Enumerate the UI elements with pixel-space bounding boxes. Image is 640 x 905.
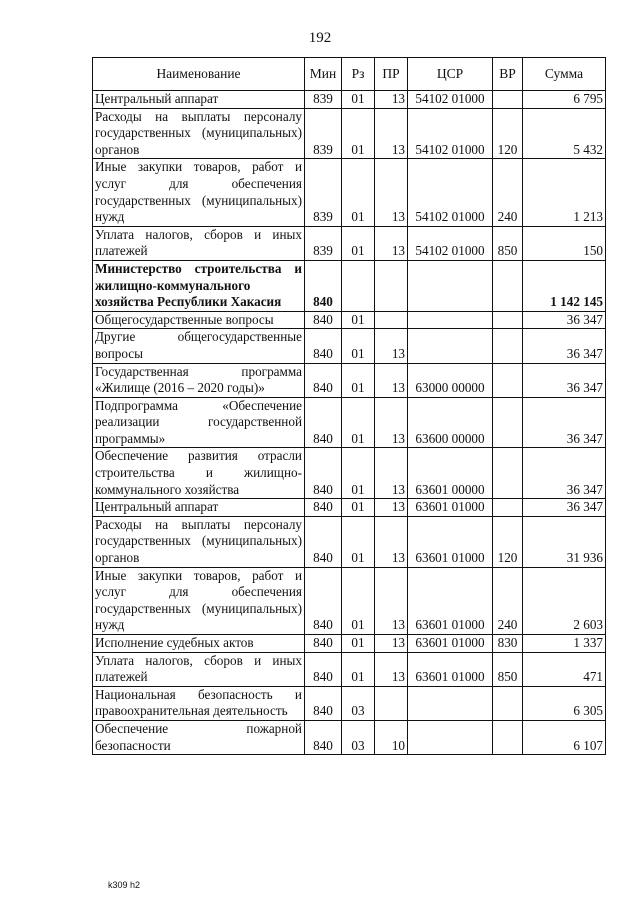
cell-sum: 1 337 — [523, 635, 606, 653]
cell-rz: 01 — [342, 635, 375, 653]
cell-min: 839 — [305, 159, 342, 226]
cell-csr — [408, 686, 493, 720]
cell-sum: 36 347 — [523, 499, 606, 517]
cell-rz: 01 — [342, 91, 375, 109]
cell-sum: 6 107 — [523, 720, 606, 754]
cell-pr: 13 — [375, 499, 408, 517]
cell-csr — [408, 260, 493, 311]
cell-rz: 01 — [342, 159, 375, 226]
footer-code: k309 h2 — [108, 880, 141, 890]
cell-csr: 63601 01000 — [408, 567, 493, 634]
table-row — [93, 720, 606, 754]
table-row — [93, 686, 606, 720]
table-row — [93, 516, 606, 567]
cell-vr: 240 — [493, 159, 523, 226]
cell-csr — [408, 311, 493, 329]
cell-sum: 2 603 — [523, 567, 606, 634]
cell-min: 839 — [305, 226, 342, 260]
cell-sum: 36 347 — [523, 397, 606, 448]
table-row — [93, 652, 606, 686]
cell-pr: 13 — [375, 652, 408, 686]
cell-rz: 03 — [342, 720, 375, 754]
cell-vr — [493, 329, 523, 363]
cell-csr: 63601 01000 — [408, 499, 493, 517]
cell-sum: 36 347 — [523, 311, 606, 329]
cell-sum: 36 347 — [523, 329, 606, 363]
table-row — [93, 260, 606, 311]
cell-sum: 1 142 145 — [523, 260, 606, 311]
budget-table — [92, 57, 606, 755]
cell-rz: 01 — [342, 567, 375, 634]
cell-sum: 471 — [523, 652, 606, 686]
cell-min: 840 — [305, 448, 342, 499]
header-vr: ВР — [493, 58, 523, 91]
cell-rz: 01 — [342, 311, 375, 329]
cell-csr: 63601 01000 — [408, 652, 493, 686]
cell-min: 840 — [305, 329, 342, 363]
cell-min: 840 — [305, 516, 342, 567]
cell-name: Обеспечение развития отрасли строительства и жилищно-коммунального хозяйства — [93, 448, 305, 499]
cell-sum: 36 347 — [523, 448, 606, 499]
cell-min: 839 — [305, 108, 342, 159]
cell-min: 839 — [305, 91, 342, 109]
cell-pr: 13 — [375, 397, 408, 448]
page-number: 192 — [308, 30, 332, 46]
cell-vr — [493, 91, 523, 109]
cell-vr — [493, 363, 523, 397]
cell-sum: 1 213 — [523, 159, 606, 226]
cell-vr — [493, 397, 523, 448]
cell-name: Центральный аппарат — [93, 499, 305, 517]
cell-csr: 63600 00000 — [408, 397, 493, 448]
cell-pr: 13 — [375, 567, 408, 634]
table-row — [93, 91, 606, 109]
cell-pr — [375, 260, 408, 311]
cell-min: 840 — [305, 686, 342, 720]
table-row — [93, 108, 606, 159]
cell-rz: 01 — [342, 499, 375, 517]
cell-pr: 13 — [375, 108, 408, 159]
cell-min: 840 — [305, 311, 342, 329]
cell-pr: 13 — [375, 516, 408, 567]
cell-pr — [375, 311, 408, 329]
cell-csr: 54102 01000 — [408, 159, 493, 226]
cell-csr — [408, 720, 493, 754]
cell-name: Общегосударственные вопросы — [93, 311, 305, 329]
header-min: Мин — [305, 58, 342, 91]
table-row — [93, 311, 606, 329]
cell-min: 840 — [305, 499, 342, 517]
table-header-row — [93, 58, 606, 91]
cell-pr: 13 — [375, 159, 408, 226]
cell-rz: 01 — [342, 397, 375, 448]
table-row — [93, 567, 606, 634]
header-pr: ПР — [375, 58, 408, 91]
cell-name: Иные закупки товаров, работ и услуг для обеспечения государственных (муниципальных) нужд — [93, 159, 305, 226]
cell-rz: 01 — [342, 363, 375, 397]
table-row — [93, 499, 606, 517]
cell-min: 840 — [305, 652, 342, 686]
cell-min: 840 — [305, 363, 342, 397]
cell-name: Подпрограмма «Обеспечение реализации государственной программы» — [93, 397, 305, 448]
cell-min: 840 — [305, 397, 342, 448]
cell-name: Министерство строительства и жилищно-коммунального хозяйства Республики Хакасия — [93, 260, 305, 311]
cell-sum: 5 432 — [523, 108, 606, 159]
cell-csr: 54102 01000 — [408, 226, 493, 260]
table-row — [93, 635, 606, 653]
cell-vr — [493, 499, 523, 517]
cell-name: Расходы на выплаты персоналу государственных (муниципальных) органов — [93, 516, 305, 567]
cell-pr: 10 — [375, 720, 408, 754]
cell-name: Национальная безопасность и правоохранительная деятельность — [93, 686, 305, 720]
cell-csr: 54102 01000 — [408, 91, 493, 109]
cell-csr — [408, 329, 493, 363]
table-row — [93, 159, 606, 226]
cell-min: 840 — [305, 260, 342, 311]
cell-vr: 850 — [493, 226, 523, 260]
header-csr: ЦСР — [408, 58, 493, 91]
table-row — [93, 226, 606, 260]
cell-sum: 31 936 — [523, 516, 606, 567]
cell-rz: 01 — [342, 329, 375, 363]
cell-sum: 6 795 — [523, 91, 606, 109]
cell-name: Другие общегосударственные вопросы — [93, 329, 305, 363]
cell-csr: 63000 00000 — [408, 363, 493, 397]
cell-rz: 01 — [342, 652, 375, 686]
cell-vr: 830 — [493, 635, 523, 653]
cell-name: Расходы на выплаты персоналу государственных (муниципальных) органов — [93, 108, 305, 159]
cell-vr: 120 — [493, 516, 523, 567]
cell-vr: 240 — [493, 567, 523, 634]
cell-min: 840 — [305, 635, 342, 653]
cell-pr — [375, 686, 408, 720]
cell-rz: 01 — [342, 226, 375, 260]
cell-sum: 36 347 — [523, 363, 606, 397]
cell-name: Обеспечение пожарной безопасности — [93, 720, 305, 754]
cell-vr — [493, 720, 523, 754]
cell-vr — [493, 448, 523, 499]
cell-vr: 850 — [493, 652, 523, 686]
header-name: Наименование — [93, 58, 305, 91]
cell-pr: 13 — [375, 91, 408, 109]
cell-csr: 63601 01000 — [408, 516, 493, 567]
cell-csr: 63601 01000 — [408, 635, 493, 653]
cell-min: 840 — [305, 720, 342, 754]
cell-rz: 01 — [342, 516, 375, 567]
cell-pr: 13 — [375, 329, 408, 363]
table-row — [93, 397, 606, 448]
cell-pr: 13 — [375, 226, 408, 260]
header-sum: Сумма — [523, 58, 606, 91]
cell-name: Уплата налогов, сборов и иных платежей — [93, 652, 305, 686]
cell-csr: 63601 00000 — [408, 448, 493, 499]
cell-vr — [493, 311, 523, 329]
cell-vr: 120 — [493, 108, 523, 159]
cell-rz — [342, 260, 375, 311]
cell-name: Центральный аппарат — [93, 91, 305, 109]
cell-pr: 13 — [375, 635, 408, 653]
cell-sum: 150 — [523, 226, 606, 260]
cell-csr: 54102 01000 — [408, 108, 493, 159]
table-row — [93, 363, 606, 397]
table-row — [93, 329, 606, 363]
cell-min: 840 — [305, 567, 342, 634]
cell-pr: 13 — [375, 448, 408, 499]
cell-vr — [493, 686, 523, 720]
table-row — [93, 448, 606, 499]
cell-sum: 6 305 — [523, 686, 606, 720]
cell-name: Иные закупки товаров, работ и услуг для обеспечения государственных (муниципальных) нужд — [93, 567, 305, 634]
cell-name: Государственная программа «Жилище (2016 – 2020 годы)» — [93, 363, 305, 397]
cell-rz: 01 — [342, 108, 375, 159]
cell-rz: 01 — [342, 448, 375, 499]
cell-name: Исполнение судебных актов — [93, 635, 305, 653]
cell-name: Уплата налогов, сборов и иных платежей — [93, 226, 305, 260]
header-rz: Рз — [342, 58, 375, 91]
cell-vr — [493, 260, 523, 311]
cell-pr: 13 — [375, 363, 408, 397]
cell-rz: 03 — [342, 686, 375, 720]
